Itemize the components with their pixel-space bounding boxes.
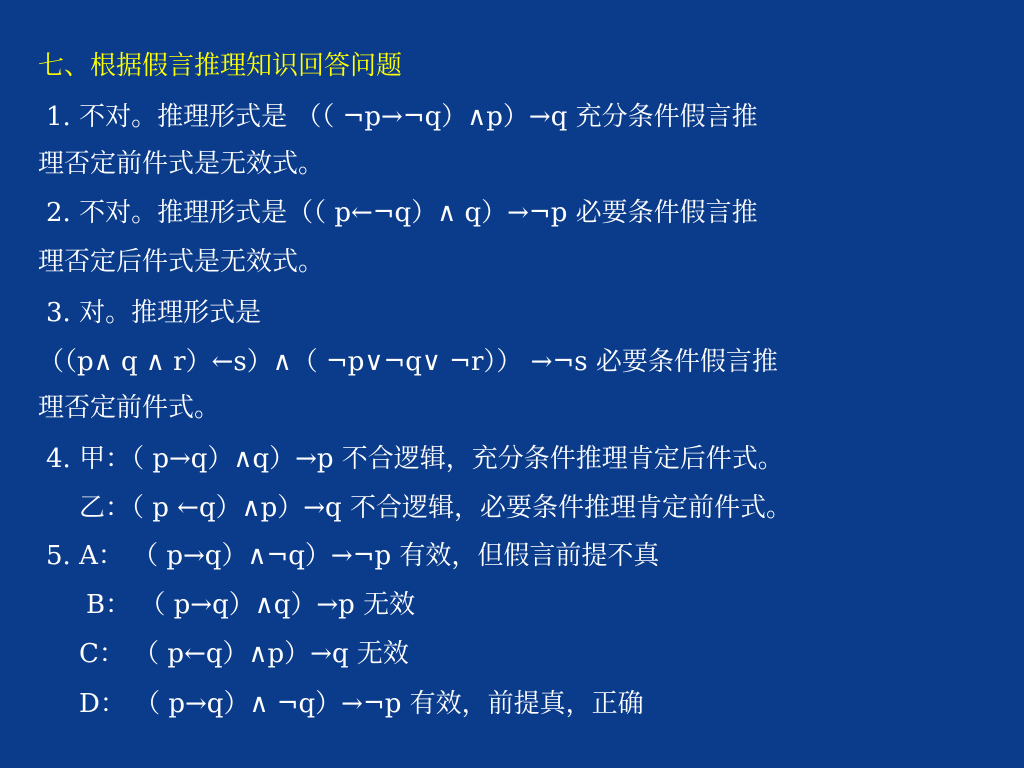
slide-title: 七、根据假言推理知识回答问题 (38, 51, 403, 81)
answer-2-line-2: 理否定后件式是无效式。 (38, 247, 325, 277)
answer-4-jia: 4. 甲：（ p→q）∧q）→p 不合逻辑，充分条件推理肯定后件式。 (46, 444, 784, 474)
answer-3-line-2: （（p∧ q ∧ r）←s）∧（ ¬p∨¬q∨ ¬r）） →¬s 必要条件假言推 (38, 347, 778, 377)
answer-5-b: B： （ p→q）∧q）→p 无效 (86, 590, 416, 620)
answer-3-line-1: 3. 对。推理形式是 (46, 298, 262, 328)
answer-5-d: D： （ p→q）∧ ¬q）→¬p 有效，前提真，正确 (79, 689, 644, 719)
answer-4-yi: 乙：（ p ←q）∧p）→q 不合逻辑，必要条件推理肯定前件式。 (79, 493, 792, 523)
answer-1-line-1: 1. 不对。推理形式是 （（ ¬p→¬q）∧p）→q 充分条件假言推 (46, 102, 758, 132)
answer-2-line-1: 2. 不对。推理形式是（（ p←¬q）∧ q）→¬p 必要条件假言推 (46, 198, 758, 228)
answer-5-c: C： （ p←q）∧p）→q 无效 (79, 639, 409, 669)
answer-3-line-3: 理否定前件式。 (38, 393, 221, 423)
answer-5-a: 5. A： （ p→q）∧¬q）→¬p 有效，但假言前提不真 (46, 541, 660, 571)
answer-1-line-2: 理否定前件式是无效式。 (38, 149, 325, 179)
